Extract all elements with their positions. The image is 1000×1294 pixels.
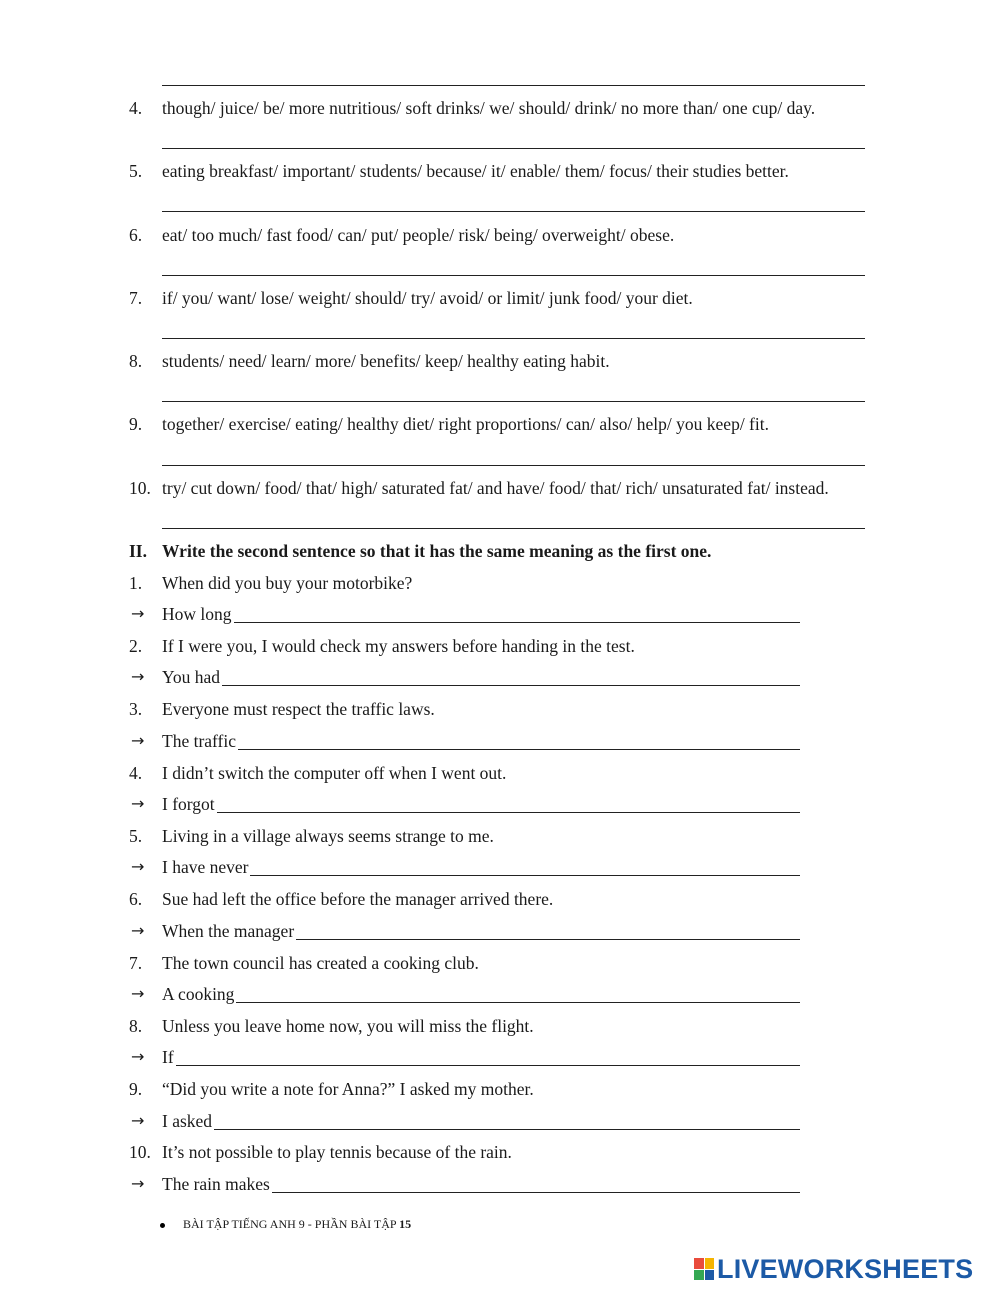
item-number: 1. xyxy=(129,573,143,593)
item-number: 8. xyxy=(129,351,143,371)
arrow-icon: → xyxy=(131,1047,145,1066)
item-sentence: Sue had left the office before the manager arrived there. xyxy=(162,889,554,909)
brand-name: LIVEWORKSHEETS xyxy=(717,1253,974,1284)
logo-square xyxy=(705,1270,715,1281)
item-number: 4. xyxy=(129,763,143,783)
answer-line-7[interactable] xyxy=(162,338,865,339)
answer-input[interactable] xyxy=(272,1174,800,1193)
answer-prompt: The rain makes xyxy=(162,1174,270,1194)
answer-prompt: The traffic xyxy=(162,731,237,751)
item-number: 5. xyxy=(129,161,143,181)
item-number: 8. xyxy=(129,1016,143,1036)
item-number: 10. xyxy=(129,1142,151,1162)
item-prompt: students/ need/ learn/ more/ benefits/ keep/ healthy eating habit. xyxy=(162,351,610,371)
bullet-icon xyxy=(160,1223,165,1228)
page-footer xyxy=(160,1217,411,1232)
item-prompt: eat/ too much/ fast food/ can/ put/ people/ risk/ being/ overweight/ obese. xyxy=(162,225,675,245)
item-sentence: Living in a village always seems strange to me. xyxy=(162,826,494,846)
item-number: 5. xyxy=(129,826,143,846)
arrow-icon: → xyxy=(131,857,145,876)
section-number: II. xyxy=(129,541,147,561)
logo-square xyxy=(705,1258,715,1269)
arrow-icon: → xyxy=(131,984,145,1003)
answer-prompt: When the manager xyxy=(162,921,295,941)
answer-input[interactable] xyxy=(236,984,800,1003)
answer-input[interactable] xyxy=(234,604,800,623)
arrow-icon: → xyxy=(131,731,145,750)
item-number: 10. xyxy=(129,478,151,498)
answer-input[interactable] xyxy=(214,1111,800,1130)
arrow-icon: → xyxy=(131,921,145,940)
footer-text: BÀI TẬP TIẾNG ANH 9 - PHẦN BÀI TẬP xyxy=(183,1217,397,1231)
liveworksheets-logo xyxy=(694,1253,974,1284)
item-sentence: If I were you, I would check my answers before handing in the test. xyxy=(162,636,635,656)
answer-line-10[interactable] xyxy=(162,528,865,529)
item-number: 7. xyxy=(129,288,143,308)
answer-prompt: I asked xyxy=(162,1111,213,1131)
answer-prompt: If xyxy=(162,1047,174,1067)
answer-line-5[interactable] xyxy=(162,211,865,212)
item-number: 6. xyxy=(129,889,143,909)
item-prompt: together/ exercise/ eating/ healthy diet/ right proportions/ can/ also/ help/ you keep/ fit. xyxy=(162,414,769,434)
answer-input[interactable] xyxy=(296,921,800,940)
arrow-icon: → xyxy=(131,667,145,686)
item-prompt: though/ juice/ be/ more nutritious/ soft drinks/ we/ should/ drink/ no more than/ one cup/ day. xyxy=(162,98,816,118)
item-sentence: When did you buy your motorbike? xyxy=(162,573,413,593)
answer-input[interactable] xyxy=(238,731,800,750)
item-sentence: The town council has created a cooking club. xyxy=(162,953,479,973)
answer-prompt: I forgot xyxy=(162,794,215,814)
item-number: 2. xyxy=(129,636,143,656)
arrow-icon: → xyxy=(131,1111,145,1130)
arrow-icon: → xyxy=(131,1174,145,1193)
item-number: 7. xyxy=(129,953,143,973)
item-number: 9. xyxy=(129,1079,143,1099)
arrow-icon: → xyxy=(131,794,145,813)
item-number: 3. xyxy=(129,699,143,719)
answer-prompt: How long xyxy=(162,604,232,624)
answer-line-9[interactable] xyxy=(162,465,865,466)
answer-line-6[interactable] xyxy=(162,275,865,276)
item-number: 6. xyxy=(129,225,143,245)
answer-input[interactable] xyxy=(250,857,800,876)
item-sentence: Unless you leave home now, you will miss the flight. xyxy=(162,1016,534,1036)
answer-input[interactable] xyxy=(176,1047,800,1066)
item-number: 9. xyxy=(129,414,143,434)
logo-icon xyxy=(694,1258,714,1280)
item-prompt: try/ cut down/ food/ that/ high/ saturated fat/ and have/ food/ that/ rich/ unsaturated fat/ instead. xyxy=(162,478,829,498)
section-title: Write the second sentence so that it has the same meaning as the first one. xyxy=(162,541,712,561)
answer-line-top[interactable] xyxy=(162,85,865,86)
arrow-icon: → xyxy=(131,604,145,623)
item-sentence: I didn’t switch the computer off when I went out. xyxy=(162,763,507,783)
logo-square xyxy=(694,1258,704,1269)
answer-line-4[interactable] xyxy=(162,148,865,149)
item-number: 4. xyxy=(129,98,143,118)
answer-input[interactable] xyxy=(217,794,800,813)
answer-line-8[interactable] xyxy=(162,401,865,402)
item-sentence: It’s not possible to play tennis because of the rain. xyxy=(162,1142,512,1162)
answer-prompt: I have never xyxy=(162,857,249,877)
item-prompt: eating breakfast/ important/ students/ because/ it/ enable/ them/ focus/ their studies better. xyxy=(162,161,789,181)
answer-prompt: A cooking xyxy=(162,984,235,1004)
item-sentence: Everyone must respect the traffic laws. xyxy=(162,699,435,719)
answer-prompt: You had xyxy=(162,667,221,687)
answer-input[interactable] xyxy=(222,667,800,686)
logo-square xyxy=(694,1270,704,1281)
item-sentence: “Did you write a note for Anna?” I asked my mother. xyxy=(162,1079,534,1099)
page-number: 15 xyxy=(399,1217,412,1231)
item-prompt: if/ you/ want/ lose/ weight/ should/ try/ avoid/ or limit/ junk food/ your diet. xyxy=(162,288,693,308)
